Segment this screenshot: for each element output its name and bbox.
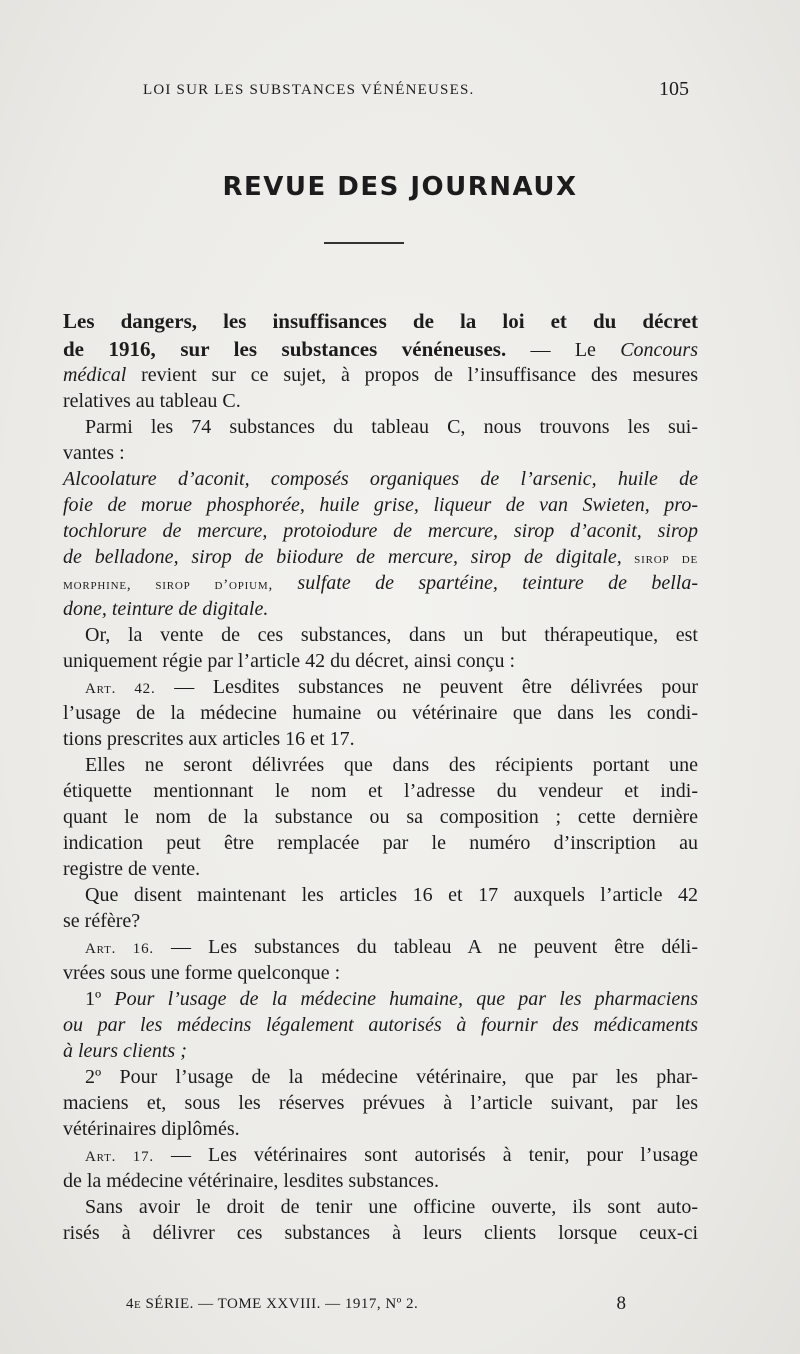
text-run: — Le: [506, 339, 621, 361]
article-line: étiquette mentionnant le nom et l’adresse du vendeur et indi-: [63, 780, 698, 802]
text-run: — Lesdites substances ne peuvent être délivrées pour: [155, 676, 698, 698]
article-line: Sans avoir le droit de tenir une officine ouverte, ils sont auto-: [85, 1196, 698, 1218]
article-line: l’usage de la médecine humaine ou vétérinaire que dans les condi-: [63, 702, 698, 724]
article-line: se réfère?: [63, 910, 141, 932]
signature-mark: 8: [616, 1293, 626, 1314]
journal-name-part: Concours: [620, 339, 698, 361]
list-number: 1º: [85, 988, 115, 1010]
article-ref: Art. 17.: [85, 1149, 154, 1165]
journal-name-part: médical: [63, 364, 127, 386]
article-line: registre de vente.: [63, 858, 201, 880]
article-ref: Art. 42.: [85, 681, 156, 697]
article-line: [63, 362, 698, 388]
article-line: Que disent maintenant les articles 16 et 17 auxquels l’article 42: [85, 884, 698, 906]
article-line: 2º Pour l’usage de la médecine vétérinaire, que par les phar-: [85, 1066, 698, 1088]
text-run: — Les substances du tableau A ne peuvent être déli-: [153, 936, 698, 958]
article-line: Parmi les 74 substances du tableau C, nous trouvons les sui-: [85, 416, 698, 438]
section-title: REVUE DES JOURNAUX: [222, 172, 578, 202]
article-line: tochlorure de mercure, protoiodure de mercure, sirop d’aconit, sirop: [63, 520, 698, 542]
article-line: quant le nom de la substance ou sa composition ; cette dernière: [63, 806, 698, 828]
article-line: relatives au tableau C.: [63, 390, 241, 412]
text-run: Pour l’usage de la médecine humaine, que par les pharmaciens: [114, 988, 698, 1010]
article-heading-end: de 1916, sur les substances vénéneuses.: [63, 337, 507, 361]
article-line: vrées sous une forme quelconque :: [63, 962, 341, 984]
article-body: [63, 308, 698, 1246]
article-line: Or, la vente de ces substances, dans un but thérapeutique, est: [85, 624, 698, 646]
article-line: vantes :: [63, 442, 125, 464]
text-run: sulfate de spartéine, teinture de bella-: [273, 572, 699, 594]
article-line: [63, 986, 698, 1012]
article-line: foie de morue phosphorée, huile grise, liqueur de van Swieten, pro-: [63, 494, 698, 516]
article-line: indication peut être remplacée par le numéro d’inscription au: [63, 832, 698, 854]
title-rule: [324, 242, 404, 244]
article-ref: Art. 16.: [85, 941, 154, 957]
text-run: — Les vétérinaires sont autorisés à tenir, pour l’usage: [153, 1144, 698, 1166]
article-line: done, teinture de digitale.: [63, 598, 269, 620]
article-line: [63, 1142, 698, 1168]
article-line: risés à délivrer ces substances à leurs clients lorsque ceux-ci: [63, 1222, 698, 1244]
article-line: Les dangers, les insuffisances de la loi et du décret: [63, 309, 698, 333]
page-number: 105: [659, 78, 689, 100]
small-caps-run: morphine, sirop d’opium,: [63, 577, 274, 593]
article-line: uniquement régie par l’article 42 du décret, ainsi conçu :: [63, 650, 516, 672]
article-line: [63, 934, 698, 960]
text-run: de belladone, sirop de biiodure de mercure, sirop de digitale,: [63, 546, 622, 568]
article-line: [63, 544, 698, 570]
article-line: [63, 570, 698, 596]
running-title: LOI SUR LES SUBSTANCES VÉNÉNEUSES.: [143, 82, 475, 98]
article-line: tions prescrites aux articles 16 et 17.: [63, 728, 355, 750]
article-line: à leurs clients ;: [63, 1040, 187, 1062]
article-line: vétérinaires diplômés.: [63, 1118, 240, 1140]
series-line: 4e SÉRIE. — TOME XXVIII. — 1917, Nº 2.: [126, 1296, 419, 1312]
article-line: [63, 674, 698, 700]
article-line: de la médecine vétérinaire, lesdites substances.: [63, 1170, 439, 1192]
small-caps-run: sirop de: [621, 551, 698, 567]
article-line: Alcoolature d’aconit, composés organiques de l’arsenic, huile de: [63, 468, 698, 490]
article-line: [63, 336, 698, 362]
article-line: ou par les médecins légalement autorisés à fournir des médicaments: [63, 1014, 698, 1036]
article-line: Elles ne seront délivrées que dans des récipients portant une: [85, 754, 698, 776]
article-line: maciens et, sous les réserves prévues à l’article suivant, par les: [63, 1092, 698, 1114]
text-run: revient sur ce sujet, à propos de l’insuffisance des mesures: [126, 364, 698, 386]
